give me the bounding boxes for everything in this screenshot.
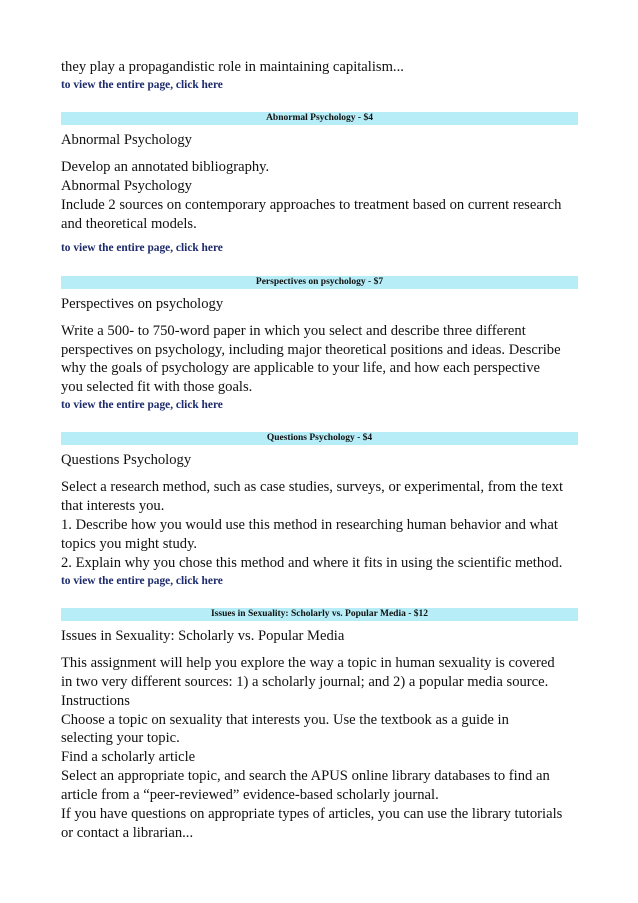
section-issues-in-sexuality (61, 608, 578, 843)
body-line: that interests you. (61, 498, 165, 515)
body-line: perspectives on psychology, including major theoretical positions and ideas. Describe (61, 341, 561, 358)
section-header-bar: Perspectives on psychology - $7 (61, 276, 578, 289)
body-line: and theoretical models. (61, 215, 197, 232)
body-line: 2. Explain why you chose this method and where it fits in using the scientific method. (61, 554, 563, 571)
body-line: If you have questions on appropriate types of articles, you can use the library tutorials (61, 806, 563, 823)
body-line: Find a scholarly article (61, 749, 196, 766)
intro-view-link[interactable]: to view the entire page, click here (61, 79, 223, 91)
body-line: you selected fit with those goals. (61, 379, 253, 396)
body-line: why the goals of psychology are applicable to your life, and how each perspective (61, 360, 540, 377)
section-abnormal-psychology (61, 112, 578, 256)
section-title: Abnormal Psychology (61, 132, 192, 148)
body-line: Choose a topic on sexuality that interests you. Use the textbook as a guide in (61, 711, 509, 728)
section-body (61, 478, 578, 573)
section-body (61, 158, 578, 234)
body-line: selecting your topic. (61, 730, 180, 747)
section-header-bar: Abnormal Psychology - $4 (61, 112, 578, 125)
body-line: Write a 500- to 750-word paper in which you select and describe three different (61, 322, 526, 339)
section-view-link[interactable]: to view the entire page, click here (61, 399, 223, 412)
section-view-link[interactable]: to view the entire page, click here (61, 241, 223, 254)
section-view-link[interactable]: to view the entire page, click here (61, 574, 223, 587)
section-body (61, 322, 578, 398)
body-line: Select a research method, such as case studies, surveys, or experimental, from the text (61, 479, 564, 496)
body-line: Select an appropriate topic, and search the APUS online library databases to find an (61, 768, 550, 785)
section-header-bar: Issues in Sexuality: Scholarly vs. Popular Media - $12 (61, 608, 578, 621)
body-line: or contact a librarian... (61, 824, 194, 841)
body-line: article from a “peer-reviewed” evidence-based scholarly journal. (61, 787, 439, 804)
body-line: in two very different sources: 1) a scholarly journal; and 2) a popular media source. (61, 673, 549, 690)
section-header-bar: Questions Psychology - $4 (61, 432, 578, 445)
body-line: This assignment will help you explore the way a topic in human sexuality is covered (61, 654, 555, 671)
body-line: topics you might study. (61, 535, 198, 552)
section-perspectives-on-psychology (61, 276, 578, 414)
body-line: Instructions (61, 692, 130, 709)
section-title: Questions Psychology (61, 452, 192, 469)
section-title: Perspectives on psychology (61, 295, 224, 312)
body-line: 1. Describe how you would use this method in researching human behavior and what (61, 517, 558, 534)
body-line: Abnormal Psychology (61, 177, 192, 194)
document-page (61, 58, 578, 843)
section-body (61, 654, 578, 843)
body-line: Develop an annotated bibliography. (61, 159, 270, 175)
body-line: Include 2 sources on contemporary approaches to treatment based on current research (61, 196, 562, 213)
section-questions-psychology (61, 432, 578, 589)
section-title: Issues in Sexuality: Scholarly vs. Popular Media (61, 627, 345, 644)
intro-text: they play a propagandistic role in maintaining capitalism... (61, 59, 404, 75)
